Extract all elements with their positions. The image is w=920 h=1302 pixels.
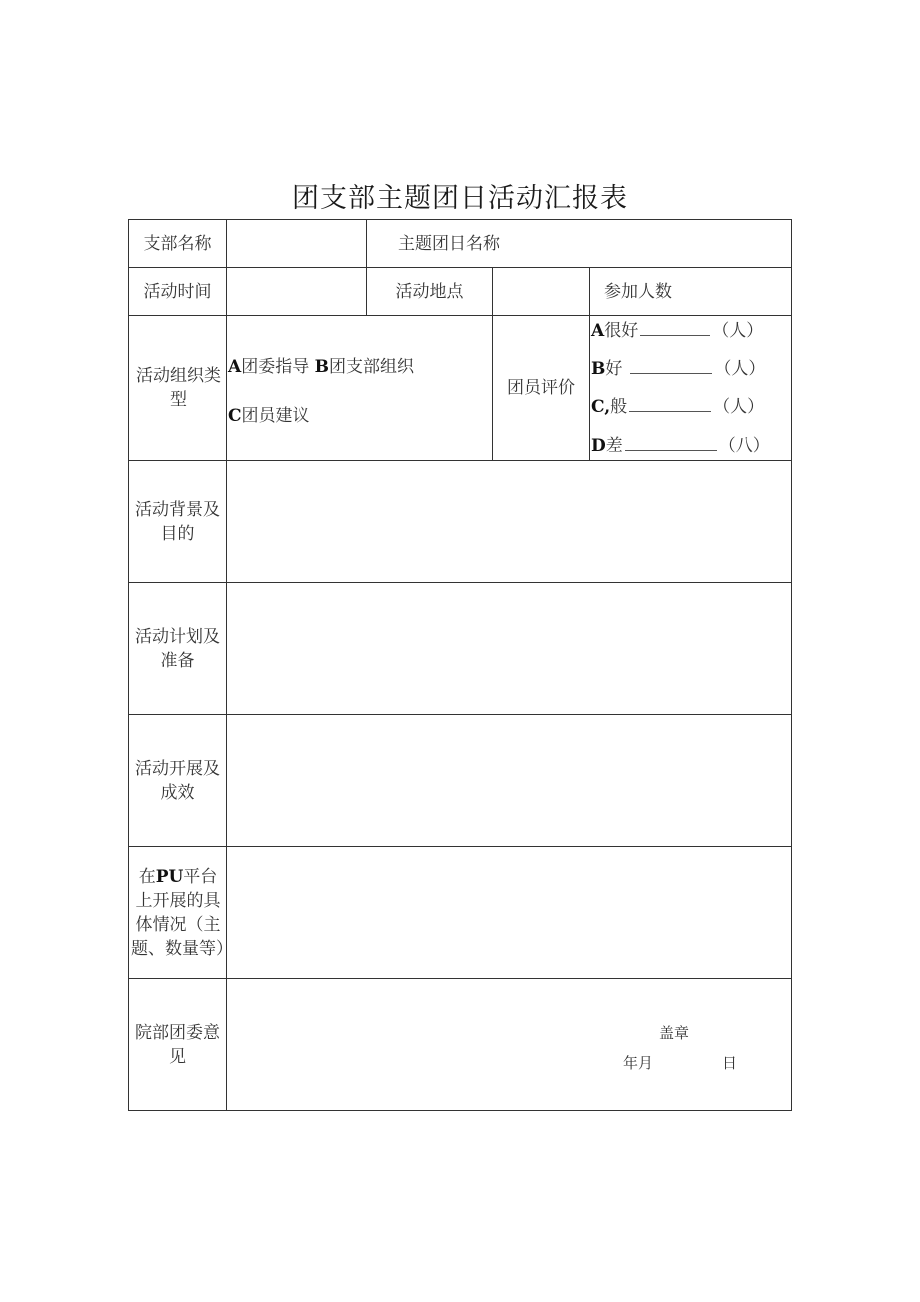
stamp-label: 盖章	[659, 1024, 690, 1042]
type-option-ab[interactable]	[228, 352, 414, 377]
result-field[interactable]	[227, 715, 791, 846]
type-c-letter: C	[228, 406, 242, 426]
table-border-right	[791, 219, 792, 1111]
pu-platform-field[interactable]	[227, 847, 791, 978]
plan-label: 活动计划及准备	[135, 626, 220, 671]
member-evaluation-label: 团员评价	[507, 378, 575, 398]
rating-good[interactable]	[591, 354, 765, 379]
background-field[interactable]	[227, 461, 791, 582]
rating-blank[interactable]	[630, 359, 712, 374]
type-b-text: 团支部组织	[328, 357, 414, 377]
activity-place-label: 活动地点	[395, 281, 464, 302]
rating-text: 差	[605, 436, 623, 456]
background-label: 活动背景及目的	[135, 499, 220, 544]
opinion-field[interactable]	[227, 979, 791, 1110]
table-border-bottom	[128, 1110, 792, 1111]
rating-blank[interactable]	[640, 321, 710, 336]
type-b-letter: B	[314, 357, 329, 377]
date-year-month: 年月	[623, 1054, 654, 1072]
rating-text: 很好	[604, 321, 639, 341]
rating-letter: C,	[591, 397, 611, 417]
rating-letter: D	[591, 436, 606, 456]
rating-blank[interactable]	[625, 436, 717, 451]
type-c-text: 团员建议	[241, 406, 310, 426]
opinion-label: 院部团委意见	[135, 1022, 220, 1067]
type-a-text: 团委指导	[241, 357, 310, 377]
rating-text: 好	[605, 359, 623, 379]
rating-unit: （人）	[712, 321, 764, 341]
rating-poor[interactable]	[591, 431, 770, 456]
rating-letter: B	[591, 359, 606, 379]
theme-name-field[interactable]	[600, 220, 790, 267]
organization-type-label: 活动组织类型	[136, 366, 221, 410]
activity-time-label: 活动时间	[143, 281, 212, 302]
branch-name-label: 支部名称	[143, 233, 212, 254]
pu-platform-label-text	[131, 865, 233, 961]
rating-letter: A	[591, 321, 605, 341]
column-divider	[589, 267, 590, 460]
theme-name-label: 主题团日名称	[398, 233, 500, 254]
rating-blank[interactable]	[629, 397, 711, 412]
type-option-c[interactable]	[228, 401, 310, 426]
page-title: 团支部主题团日活动汇报表	[292, 183, 628, 214]
rating-unit: （人）	[714, 359, 766, 379]
table-border-left	[128, 219, 129, 1111]
rating-unit: （人）	[713, 397, 765, 417]
pu-name: PU	[155, 866, 184, 887]
pu-prefix: 在	[138, 866, 156, 887]
rating-very-good[interactable]	[591, 316, 763, 341]
date-day: 日	[722, 1054, 738, 1072]
rating-average[interactable]	[591, 392, 764, 417]
participant-count-label: 参加人数	[604, 281, 672, 302]
pu-platform-label	[131, 847, 233, 978]
activity-time-field[interactable]	[227, 268, 366, 315]
plan-field[interactable]	[227, 583, 791, 714]
pu-rest: 平台上开展的具体情况（主题、数量等）	[131, 866, 233, 959]
rating-unit: （八）	[718, 436, 770, 456]
type-a-letter: A	[228, 357, 242, 377]
activity-place-field[interactable]	[493, 268, 589, 315]
result-label: 活动开展及成效	[135, 758, 220, 803]
branch-name-field[interactable]	[227, 220, 366, 267]
rating-text: 般	[610, 397, 628, 417]
